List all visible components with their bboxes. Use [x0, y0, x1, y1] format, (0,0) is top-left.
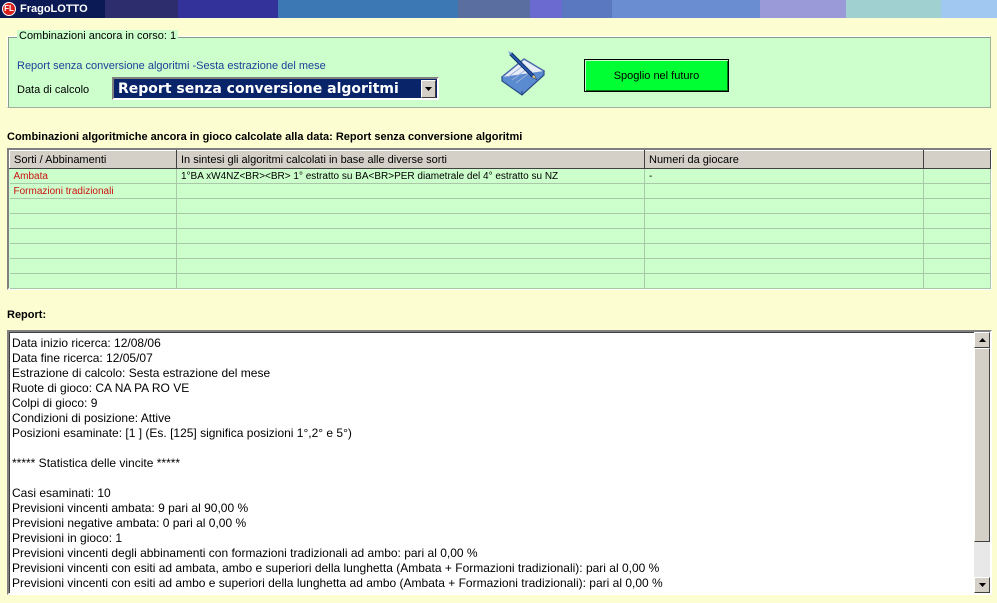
table-cell[interactable]: [10, 214, 177, 229]
app-name: FragoLOTTO: [20, 3, 88, 15]
scroll-up-button[interactable]: [974, 332, 990, 348]
app-title: [2, 1, 88, 17]
table-cell[interactable]: 1°BA xW4NZ<BR><BR> 1° estratto su BA<BR>PER diametrale del 4° estratto su NZ: [177, 169, 645, 184]
table-cell[interactable]: [645, 214, 924, 229]
report-line: [12, 471, 970, 486]
book-pen-icon: [496, 47, 548, 97]
scroll-thumb[interactable]: [974, 348, 990, 542]
table-cell[interactable]: [645, 244, 924, 259]
table-cell[interactable]: Ambata: [10, 169, 177, 184]
table-cell[interactable]: [924, 184, 991, 199]
report-line: [12, 441, 970, 456]
titlebar-segment: [612, 0, 760, 18]
table-cell[interactable]: [10, 274, 177, 289]
table-row[interactable]: [10, 199, 991, 214]
table-cell[interactable]: -: [645, 169, 924, 184]
titlebar-segment: [846, 0, 941, 18]
table-row[interactable]: [10, 214, 991, 229]
report-label: Report:: [7, 309, 47, 321]
title-bar: [0, 0, 997, 18]
table-cell[interactable]: [10, 229, 177, 244]
table-row[interactable]: [10, 184, 991, 199]
data-calcolo-select[interactable]: [112, 77, 439, 100]
table-cell[interactable]: [645, 259, 924, 274]
table-cell[interactable]: [645, 199, 924, 214]
table-cell[interactable]: [924, 229, 991, 244]
column-header[interactable]: Sorti / Abbinamenti: [10, 151, 177, 169]
table-cell[interactable]: [924, 244, 991, 259]
titlebar-segment: [562, 0, 612, 18]
report-line: Condizioni di posizione: Attive: [12, 411, 171, 425]
arrow-down-icon: [979, 583, 986, 587]
report-line: Previsioni vincenti ambata: 9 pari al 90,00 %: [12, 501, 249, 515]
table-cell[interactable]: [177, 244, 645, 259]
table-cell[interactable]: [177, 214, 645, 229]
column-header[interactable]: Numeri da giocare: [645, 151, 924, 169]
select-value: Report senza conversione algoritmi: [118, 80, 399, 97]
table-row[interactable]: [10, 244, 991, 259]
report-text: [12, 336, 970, 591]
report-line: Estrazione di calcolo: Sesta estrazione del mese: [12, 366, 271, 380]
titlebar-segment: [178, 0, 278, 18]
report-textarea[interactable]: [7, 330, 992, 595]
report-line: Colpi di gioco: 9: [12, 396, 98, 410]
table-cell[interactable]: [924, 259, 991, 274]
scroll-down-button[interactable]: [974, 577, 990, 593]
table-cell[interactable]: [924, 214, 991, 229]
table-cell[interactable]: Formazioni tradizionali: [10, 184, 177, 199]
table-cell[interactable]: [924, 169, 991, 184]
report-line: Previsioni vincenti con esiti ad ambo e superiori della lunghetta ad ambo (Ambata + Formazioni tradizionali): pari al 0,00 %: [12, 576, 663, 590]
column-header[interactable]: [924, 151, 991, 169]
table-row[interactable]: [10, 229, 991, 244]
table-row[interactable]: [10, 169, 991, 184]
table-cell[interactable]: [10, 199, 177, 214]
table-cell[interactable]: [10, 244, 177, 259]
vertical-scrollbar[interactable]: [974, 332, 990, 593]
table-cell[interactable]: [177, 229, 645, 244]
titlebar-segment: [458, 0, 530, 18]
report-line: Previsioni negative ambata: 0 pari al 0,00 %: [12, 516, 247, 530]
report-line: Previsioni vincenti con esiti ad ambata, ambo e superiori della lunghetta (Ambata + Formazioni tradizionali): pari al 0,00 %: [12, 561, 660, 575]
report-line: Data inizio ricerca: 12/08/06: [12, 336, 161, 350]
titlebar-segment: [941, 0, 997, 18]
table-cell[interactable]: [645, 274, 924, 289]
table-row[interactable]: [10, 274, 991, 289]
arrow-up-icon: [979, 338, 986, 342]
report-line: Casi esaminati: 10: [12, 486, 111, 500]
table-cell[interactable]: [924, 274, 991, 289]
report-line: Previsioni in gioco: 1: [12, 531, 123, 545]
report-line: ***** Statistica delle vincite *****: [12, 456, 181, 470]
table-row[interactable]: [10, 259, 991, 274]
table-cell[interactable]: [177, 259, 645, 274]
table-cell[interactable]: [924, 199, 991, 214]
titlebar-segment: [105, 0, 178, 18]
app-logo-icon: FL: [2, 2, 16, 16]
table-cell[interactable]: [177, 199, 645, 214]
column-header[interactable]: In sintesi gli algoritmi calcolati in base alle diverse sorti: [177, 151, 645, 169]
report-line: Previsioni vincenti degli abbinamenti con formazioni tradizionali ad ambo: pari al 0,00 %: [12, 546, 478, 560]
combinations-heading: Combinazioni algoritmiche ancora in gioco calcolate alla data: Report senza conversione algoritmi: [7, 131, 523, 143]
table-cell[interactable]: [10, 259, 177, 274]
table-cell[interactable]: [645, 184, 924, 199]
chevron-down-icon[interactable]: [421, 80, 436, 98]
report-line: Posizioni esaminate: [1 ] (Es. [125] significa posizioni 1°,2° e 5°): [12, 426, 352, 440]
table-cell[interactable]: [177, 274, 645, 289]
calculation-panel: [7, 30, 991, 108]
table-cell[interactable]: [177, 184, 645, 199]
report-description: Report senza conversione algoritmi -Sesta estrazione del mese: [17, 60, 326, 72]
spoglio-futuro-button[interactable]: Spoglio nel futuro: [584, 59, 729, 92]
data-calcolo-label: Data di calcolo: [17, 84, 90, 96]
table-cell[interactable]: [645, 229, 924, 244]
report-line: Ruote di gioco: CA NA PA RO VE: [12, 381, 190, 395]
combinations-grid[interactable]: [7, 148, 992, 290]
titlebar-segment: [278, 0, 458, 18]
titlebar-segment: [530, 0, 562, 18]
titlebar-segment: [760, 0, 846, 18]
panel-legend: Combinazioni ancora in corso: 1: [19, 30, 177, 42]
report-line: Data fine ricerca: 12/05/07: [12, 351, 153, 365]
